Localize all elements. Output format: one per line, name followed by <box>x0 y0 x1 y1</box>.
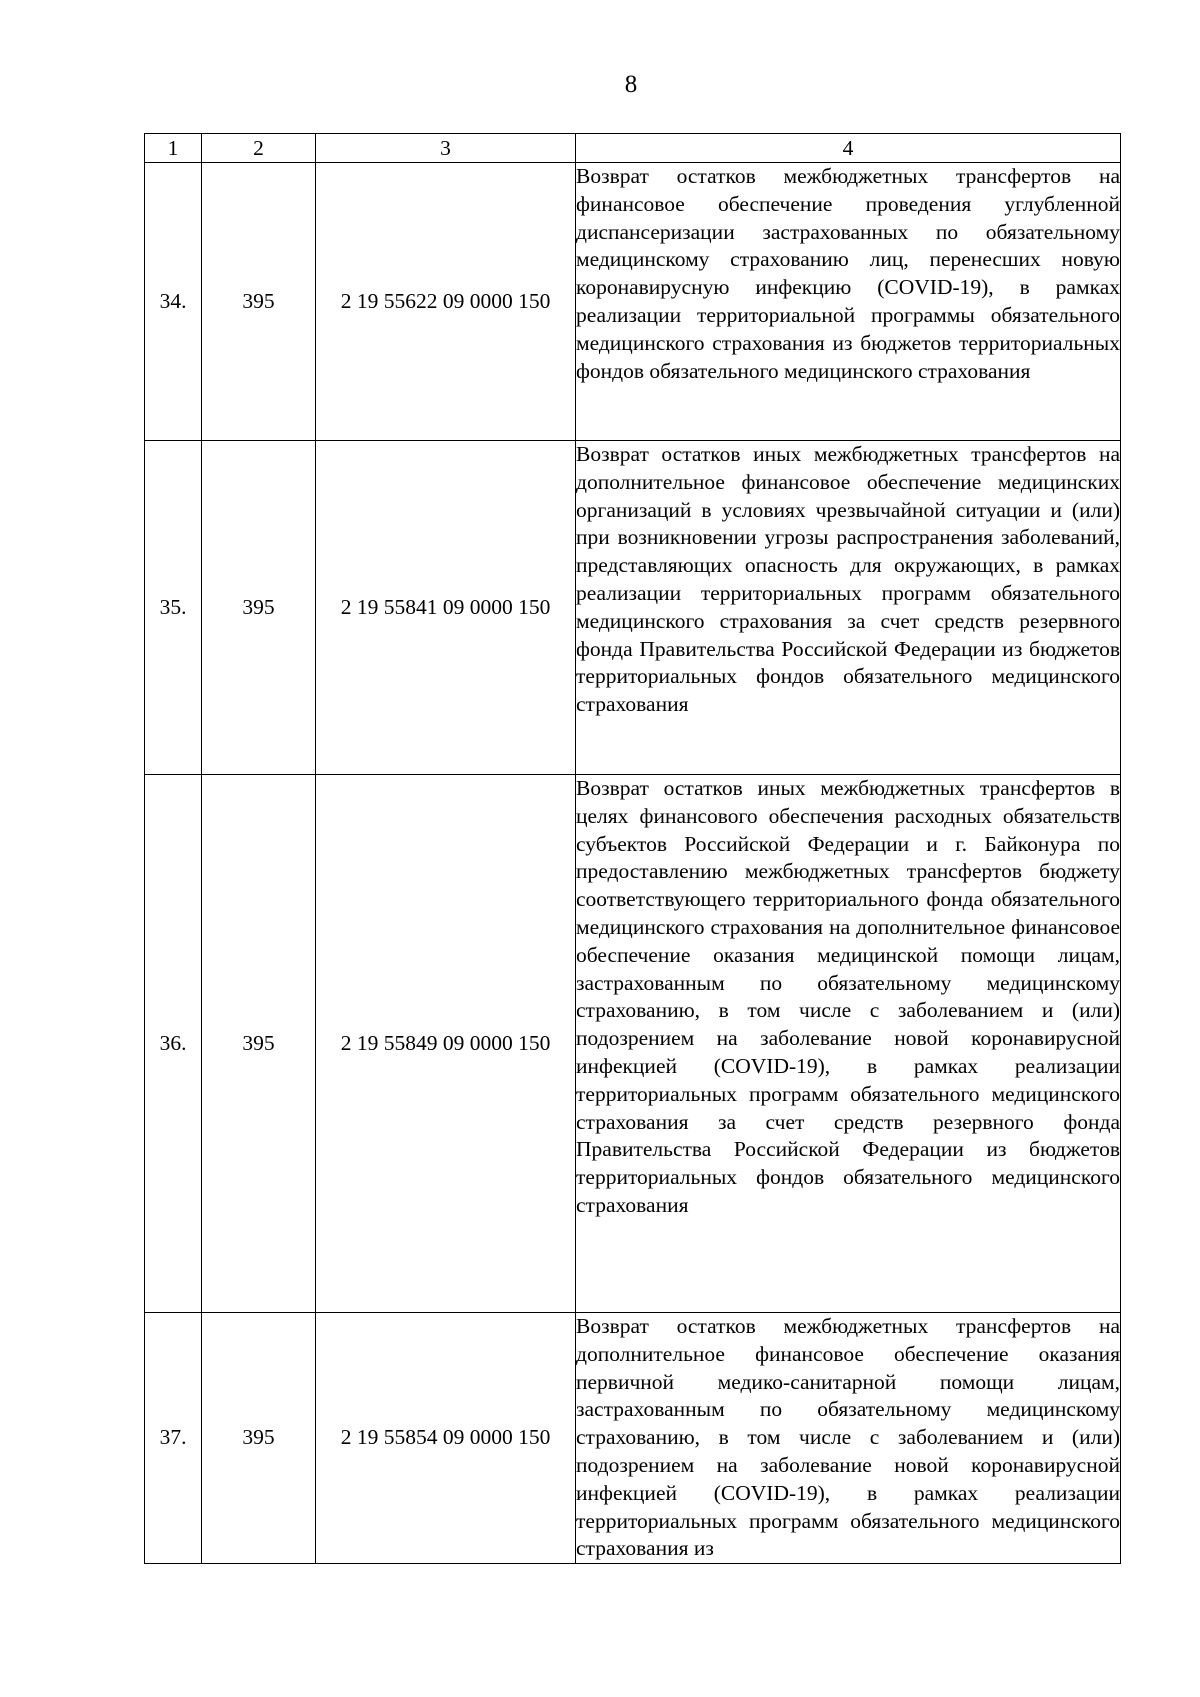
table-row <box>145 163 1121 441</box>
row-number: 35. <box>145 441 202 775</box>
column-header-3: 3 <box>316 134 576 163</box>
administrator-code: 395 <box>202 1313 316 1564</box>
row-number: 37. <box>145 1313 202 1564</box>
table-row <box>145 775 1121 1313</box>
table-row <box>145 441 1121 775</box>
administrator-code: 395 <box>202 163 316 441</box>
income-description-text: Возврат остатков межбюджетных трансфертов на финансовое обеспечение проведения углубленной диспансеризации застрахованных по обязательному медицинскому страхованию лиц, перенесших новую коронавирусную инфекцию (COVID-19), в рамках реализации территориальной программы обязательного медицинского страхования из бюджетов территориальных фондов обязательного медицинского страхования <box>576 164 1120 383</box>
page-number: 8 <box>624 71 638 98</box>
budget-classification-code: 2 19 55854 09 0000 150 <box>316 1313 576 1564</box>
administrator-code: 395 <box>202 441 316 775</box>
income-description-text: Возврат остатков иных межбюджетных трансфертов в целях финансового обеспечения расходных обязательств субъектов Российской Федерации и г. Байконура по предоставлению межбюджетных трансфертов бюджету соответствующего территориального фонда обязательного медицинского страхования на дополнительное финансовое обеспечение оказания медицинской помощи лицам, застрахованным по обязательному медицинскому страхованию, в том числе с заболеванием и (или) подозрением на заболевание новой коронавирусной инфекцией (COVID-19), в рамках реализации территориальных программ обязательного медицинского страхования за счет средств резервного фонда Правительства Российской Федерации из бюджетов территориальных фондов обязательного медицинского страхования <box>576 776 1120 1217</box>
administrator-code: 395 <box>202 775 316 1313</box>
column-header-2: 2 <box>202 134 316 163</box>
income-description <box>576 441 1121 775</box>
budget-classification-code: 2 19 55841 09 0000 150 <box>316 441 576 775</box>
column-header-4: 4 <box>576 134 1121 163</box>
budget-classification-code: 2 19 55849 09 0000 150 <box>316 775 576 1313</box>
income-description-text: Возврат остатков иных межбюджетных трансфертов на дополнительное финансовое обеспечение медицинских организаций в условиях чрезвычайной ситуации и (или) при возникновении угрозы распространения заболеваний, представляющих опасность для окружающих, в рамках реализации территориальных программ обязательного медицинского страхования за счет средств резервного фонда Правительства Российской Федерации из бюджетов территориальных фондов обязательного медицинского страхования <box>576 442 1120 717</box>
income-description <box>576 163 1121 441</box>
table-header-row <box>145 134 1121 163</box>
income-description-text: Возврат остатков межбюджетных трансфертов на дополнительное финансовое обеспечение оказания первичной медико-санитарной помощи лицам, застрахованным по обязательному медицинскому страхованию, в том числе с заболеванием и (или) подозрением на заболевание новой коронавирусной инфекцией (COVID-19), в рамках реализации территориальных программ обязательного медицинского страхования из <box>576 1314 1120 1561</box>
income-description <box>576 775 1121 1313</box>
row-number: 36. <box>145 775 202 1313</box>
row-number: 34. <box>145 163 202 441</box>
income-description <box>576 1313 1121 1564</box>
table-row <box>145 1313 1121 1564</box>
budget-classification-code: 2 19 55622 09 0000 150 <box>316 163 576 441</box>
budget-codes-table <box>144 133 1121 1564</box>
column-header-1: 1 <box>145 134 202 163</box>
